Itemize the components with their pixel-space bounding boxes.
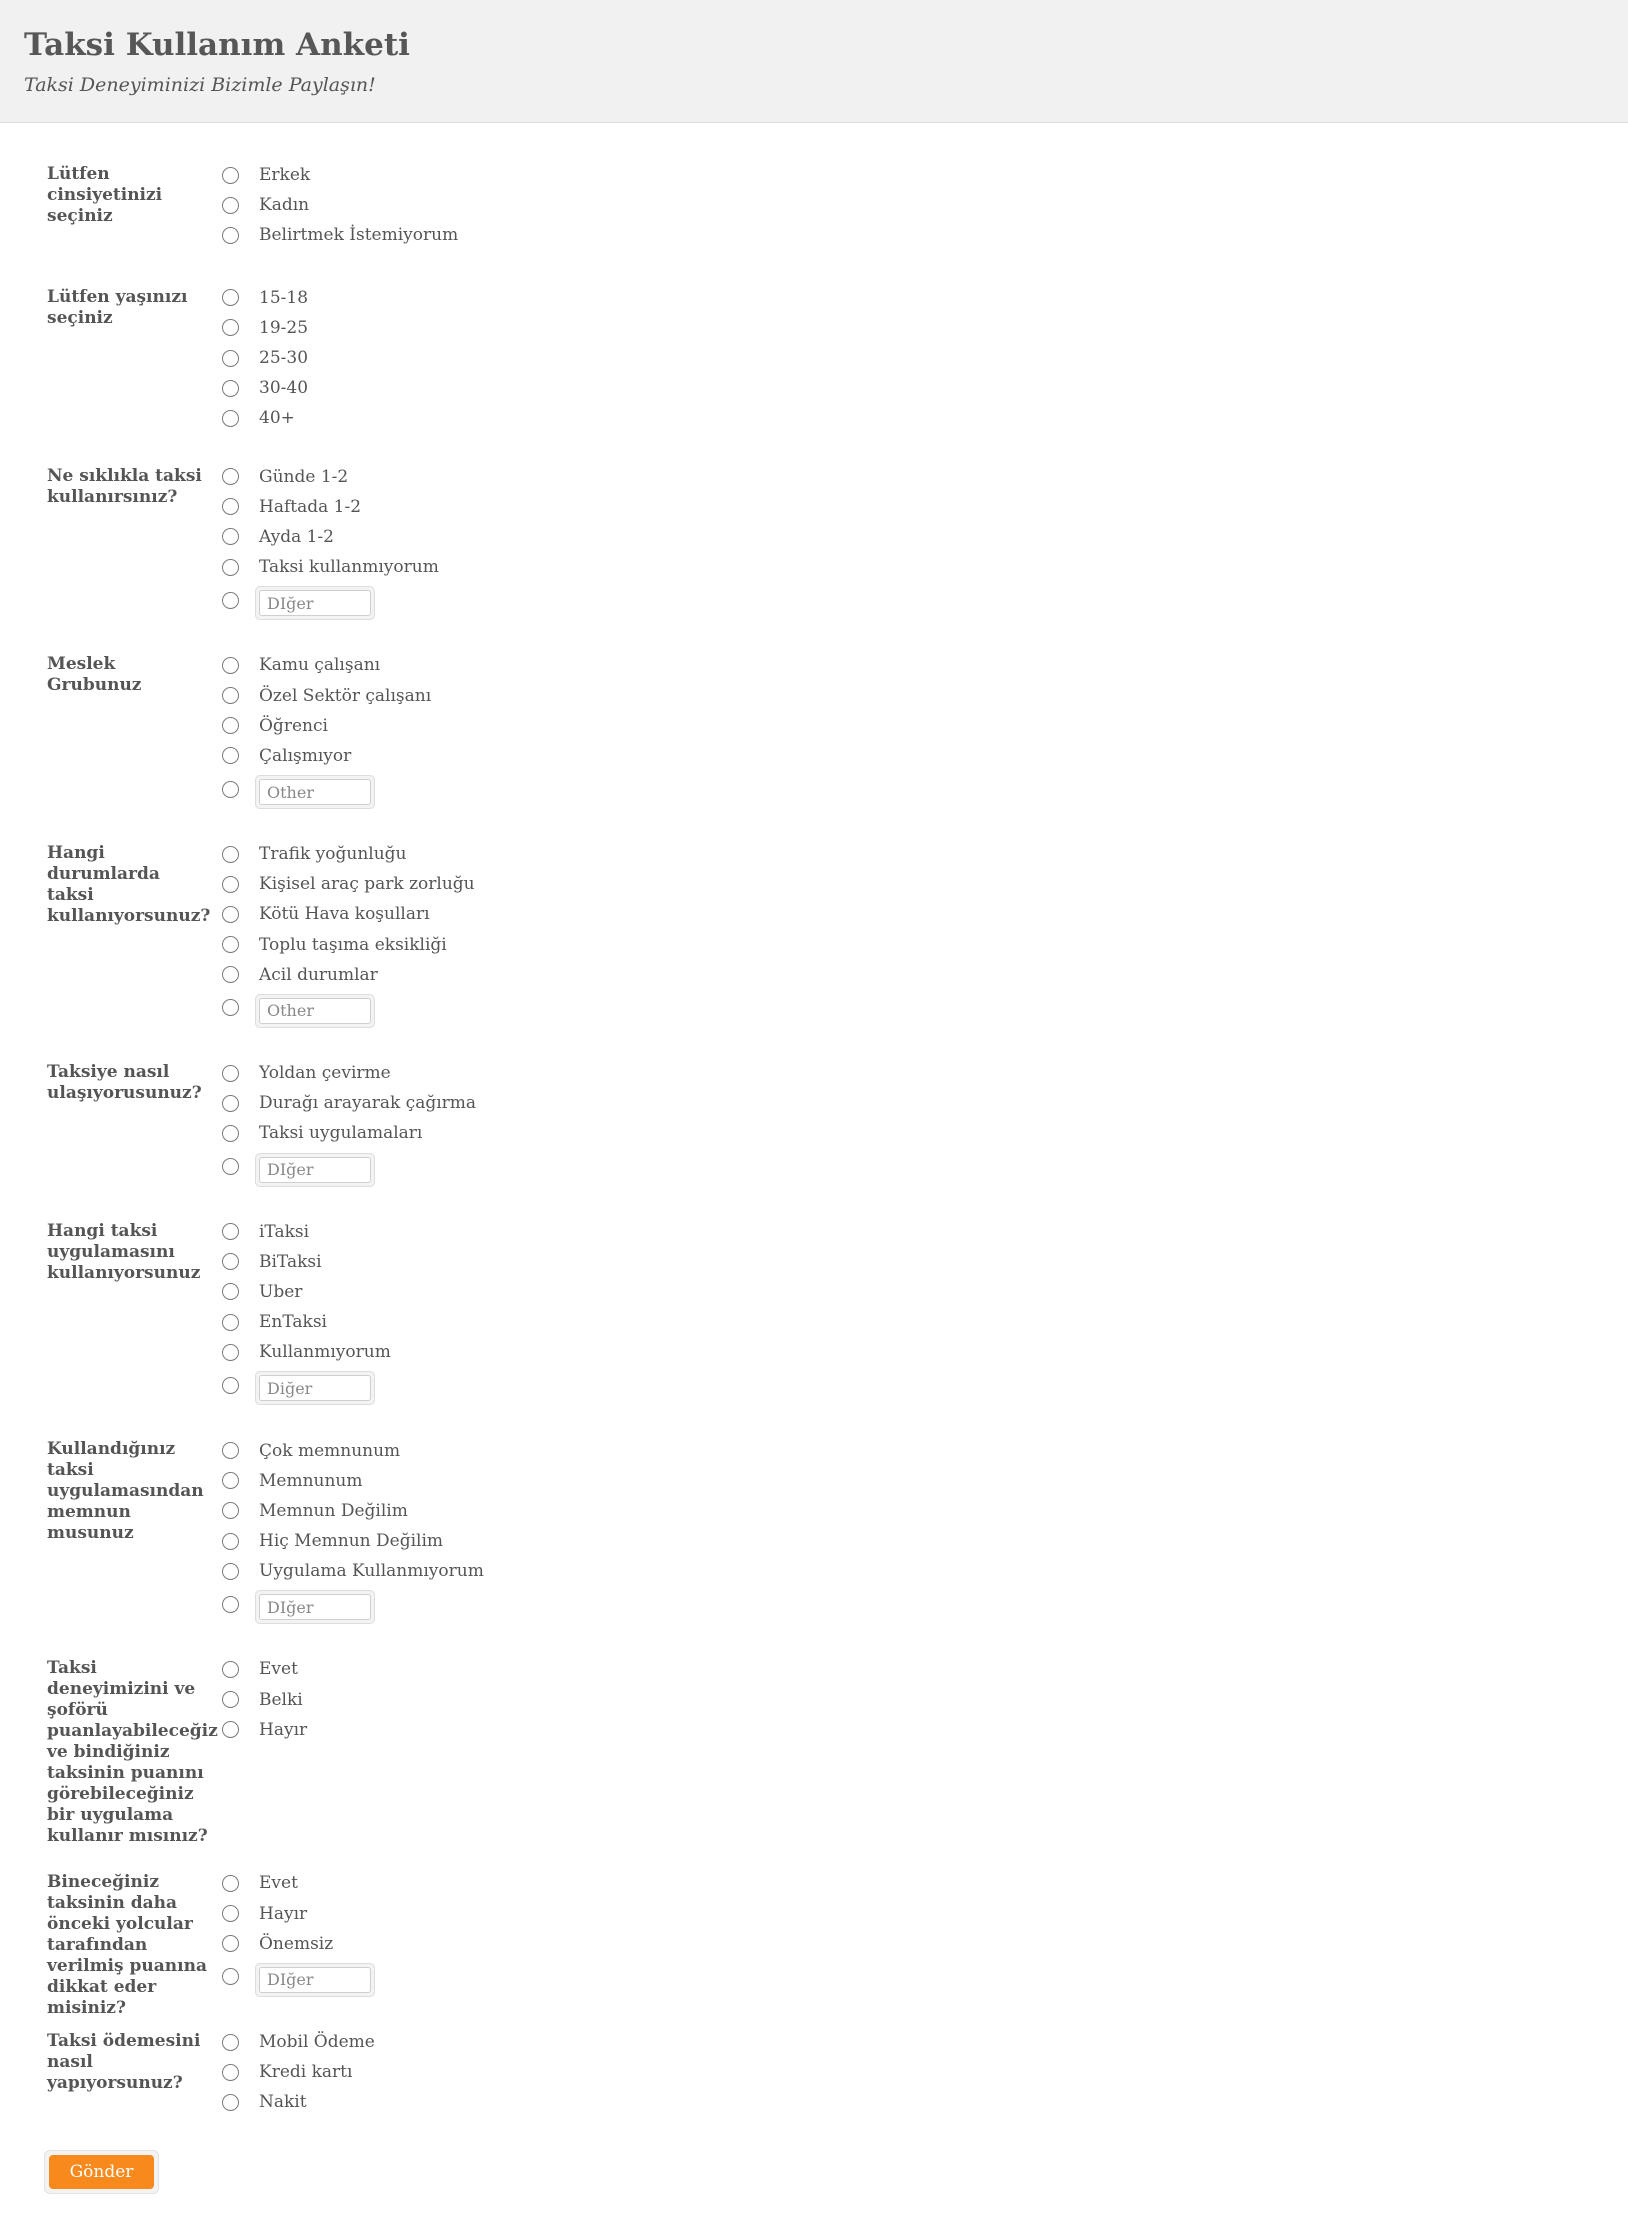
radio-button[interactable] [222, 167, 239, 184]
other-input-wrapper [255, 1371, 375, 1405]
option-label: Hayır [259, 1719, 308, 1740]
radio-button[interactable] [222, 999, 239, 1016]
option-label: Hayır [259, 1903, 308, 1924]
option-label: Evet [259, 1659, 298, 1680]
option-row[interactable] [222, 1058, 1628, 1088]
option-row[interactable] [222, 741, 1628, 771]
other-input[interactable] [259, 1375, 371, 1401]
option-row[interactable] [222, 650, 1628, 680]
other-input[interactable] [259, 1157, 371, 1183]
option-label: Çalışmıyor [259, 745, 352, 766]
option-label: iTaksi [259, 1221, 310, 1242]
option-label: Günde 1-2 [259, 466, 349, 487]
other-option-row[interactable] [222, 582, 1628, 618]
option-group [222, 1058, 1628, 1185]
option-label: Kullanmıyorum [259, 1342, 391, 1363]
form-header [0, 0, 1628, 123]
question-label: Taksi ödemesini nasıl yapıyorsunuz? [47, 2030, 201, 2093]
other-input[interactable] [259, 1594, 371, 1620]
question-app [0, 1217, 1628, 1404]
radio-button[interactable] [222, 781, 239, 798]
option-label: EnTaksi [259, 1312, 327, 1333]
option-row[interactable] [222, 552, 1628, 582]
option-label: Kredi kartı [259, 2062, 353, 2083]
option-label: Taksi uygulamaları [259, 1123, 423, 1144]
option-group [222, 1217, 1628, 1404]
question-label: Hangi taksi uygulamasını kullanıyorsunuz [47, 1220, 201, 1283]
option-group [222, 1654, 1628, 1745]
form-title: Taksi Kullanım Anketi [24, 27, 410, 63]
radio-button[interactable] [222, 657, 239, 674]
question-label: Hangi durumlarda taksi kullanıyorsunuz? [47, 843, 211, 926]
radio-button[interactable] [222, 687, 239, 704]
option-label: Kötü Hava koşulları [259, 904, 430, 925]
radio-button[interactable] [222, 1158, 239, 1175]
radio-button[interactable] [222, 1065, 239, 1082]
radio-button[interactable] [222, 498, 239, 515]
option-label: Uygulama Kullanmıyorum [259, 1561, 484, 1582]
option-row[interactable] [222, 711, 1628, 741]
question-label: Lütfen cinsiyetinizi seçiniz [47, 164, 163, 226]
question-situations [0, 839, 1628, 1026]
option-group [222, 160, 1628, 251]
option-label: Kamu çalışanı [259, 655, 381, 676]
option-row[interactable] [222, 2087, 1628, 2117]
option-label: Öğrenci [259, 715, 328, 736]
option-label: Mobil Ödeme [259, 2032, 375, 2053]
radio-button[interactable] [222, 1253, 239, 1270]
radio-button[interactable] [222, 936, 239, 953]
other-input-wrapper [255, 1590, 375, 1624]
option-group [222, 650, 1628, 807]
radio-button[interactable] [222, 528, 239, 545]
radio-button[interactable] [222, 846, 239, 863]
question-label: Meslek Grubunuz [47, 654, 142, 696]
option-row[interactable] [222, 1496, 1628, 1526]
option-row[interactable] [222, 1247, 1628, 1277]
radio-button[interactable] [222, 410, 239, 427]
option-group [222, 1868, 1628, 1995]
option-row[interactable] [222, 343, 1628, 373]
other-input[interactable] [259, 590, 371, 616]
option-label: 40+ [259, 408, 295, 429]
option-group [222, 1435, 1628, 1622]
option-row[interactable] [222, 373, 1628, 403]
option-label: Evet [259, 1873, 298, 1894]
radio-button[interactable] [222, 1125, 239, 1142]
option-label: Belirtmek İstemiyorum [259, 225, 459, 246]
option-row[interactable] [222, 283, 1628, 313]
option-group [222, 839, 1628, 1026]
form-subtitle: Taksi Deneyiminizi Bizimle Paylaşın! [24, 74, 376, 96]
submit-button[interactable]: Gönder [49, 2155, 154, 2189]
question-rating_app [0, 1654, 1628, 1847]
other-input[interactable] [259, 998, 371, 1024]
question-satisfaction [0, 1435, 1628, 1622]
radio-button[interactable] [222, 2064, 239, 2081]
question-label: Bineceğiniz taksinin daha önceki yolcular tarafından verilmiş puanına dikkat eder misiniz? [47, 1872, 207, 2019]
option-row[interactable] [222, 899, 1628, 929]
question-access [0, 1058, 1628, 1185]
option-label: Çok memnunum [259, 1440, 401, 1461]
radio-button[interactable] [222, 966, 239, 983]
option-row[interactable] [222, 313, 1628, 343]
option-row[interactable] [222, 220, 1628, 250]
radio-button[interactable] [222, 380, 239, 397]
radio-button[interactable] [222, 1875, 239, 1892]
option-row[interactable] [222, 1466, 1628, 1496]
radio-button[interactable] [222, 1223, 239, 1240]
option-row[interactable] [222, 1526, 1628, 1556]
other-input-wrapper [255, 775, 375, 809]
radio-button[interactable] [222, 197, 239, 214]
radio-button[interactable] [222, 2034, 239, 2051]
option-row[interactable] [222, 1307, 1628, 1337]
option-row[interactable] [222, 930, 1628, 960]
other-option-row[interactable] [222, 1586, 1628, 1622]
option-row[interactable] [222, 1435, 1628, 1465]
option-label: Memnun Değilim [259, 1500, 408, 1521]
radio-button[interactable] [222, 1533, 239, 1550]
option-label: 15-18 [259, 287, 309, 308]
option-row[interactable] [222, 462, 1628, 492]
option-label: Toplu taşıma eksikliği [259, 934, 447, 955]
question-label: Lütfen yaşınızı seçiniz [47, 286, 188, 328]
option-label: 19-25 [259, 317, 309, 338]
option-row[interactable] [222, 160, 1628, 190]
radio-button[interactable] [222, 1563, 239, 1580]
other-input-wrapper [255, 994, 375, 1028]
radio-button[interactable] [222, 1095, 239, 1112]
option-label: Kadın [259, 195, 310, 216]
other-option-row[interactable] [222, 1959, 1628, 1995]
radio-button[interactable] [222, 1661, 239, 1678]
option-row[interactable] [222, 680, 1628, 710]
option-label: BiTaksi [259, 1251, 322, 1272]
option-label: Uber [259, 1281, 303, 1302]
radio-button[interactable] [222, 1721, 239, 1738]
question-label: Taksi deneyimizini ve şoförü puanlayabileceğiz ve bindiğiniz taksinin puanını görebileceğiniz bir uygulama kullanır mısınız? [47, 1658, 218, 1847]
option-label: Yoldan çevirme [259, 1063, 391, 1084]
option-row[interactable] [222, 1118, 1628, 1148]
option-label: Trafik yoğunluğu [259, 844, 407, 865]
option-row[interactable] [222, 1899, 1628, 1929]
option-group [222, 462, 1628, 619]
option-label: Haftada 1-2 [259, 496, 362, 517]
other-input-wrapper [255, 1153, 375, 1187]
option-label: Memnunum [259, 1470, 363, 1491]
option-row[interactable] [222, 1929, 1628, 1959]
submit-button-wrapper [44, 2150, 159, 2194]
option-row[interactable] [222, 1556, 1628, 1586]
option-label: Kişisel araç park zorluğu [259, 874, 475, 895]
radio-button[interactable] [222, 1691, 239, 1708]
option-label: Özel Sektör çalışanı [259, 685, 432, 706]
option-row[interactable] [222, 1277, 1628, 1307]
other-input-wrapper [255, 586, 375, 620]
radio-button[interactable] [222, 747, 239, 764]
option-label: Acil durumlar [259, 964, 378, 985]
other-input[interactable] [259, 1967, 371, 1993]
radio-button[interactable] [222, 1596, 239, 1613]
option-row[interactable] [222, 492, 1628, 522]
question-gender [0, 160, 1628, 251]
option-row[interactable] [222, 839, 1628, 869]
radio-button[interactable] [222, 717, 239, 734]
option-label: Önemsiz [259, 1933, 334, 1954]
questions-list [0, 160, 1628, 2118]
radio-button[interactable] [222, 1442, 239, 1459]
radio-button[interactable] [222, 1472, 239, 1489]
radio-button[interactable] [222, 227, 239, 244]
radio-button[interactable] [222, 1935, 239, 1952]
option-label: 25-30 [259, 348, 309, 369]
question-label: Taksiye nasıl ulaşıyorusunuz? [47, 1061, 202, 1103]
option-row[interactable] [222, 1337, 1628, 1367]
option-label: Belki [259, 1689, 303, 1710]
radio-button[interactable] [222, 468, 239, 485]
option-group [222, 283, 1628, 434]
option-label: 30-40 [259, 378, 309, 399]
other-option-row[interactable] [222, 990, 1628, 1026]
option-row[interactable] [222, 1654, 1628, 1684]
option-group [222, 2027, 1628, 2118]
option-label: Ayda 1-2 [259, 526, 334, 547]
question-label: Ne sıklıkla taksi kullanırsınız? [47, 465, 202, 507]
question-label: Kullandığınız taksi uygulamasından memnun musunuz [47, 1439, 204, 1544]
question-occupation [0, 650, 1628, 807]
option-label: Hiç Memnun Değilim [259, 1531, 444, 1552]
option-label: Durağı arayarak çağırma [259, 1093, 477, 1114]
option-row[interactable] [222, 522, 1628, 552]
option-row[interactable] [222, 960, 1628, 990]
option-row[interactable] [222, 190, 1628, 220]
question-rating_attention [0, 1868, 1628, 2019]
radio-button[interactable] [222, 2094, 239, 2111]
radio-button[interactable] [222, 559, 239, 576]
option-label: Nakit [259, 2092, 307, 2113]
radio-button[interactable] [222, 592, 239, 609]
radio-button[interactable] [222, 319, 239, 336]
option-row[interactable] [222, 1685, 1628, 1715]
radio-button[interactable] [222, 1905, 239, 1922]
option-row[interactable] [222, 1868, 1628, 1898]
radio-button[interactable] [222, 1377, 239, 1394]
question-age [0, 283, 1628, 434]
other-input-wrapper [255, 1963, 375, 1997]
other-option-row[interactable] [222, 1367, 1628, 1403]
radio-button[interactable] [222, 289, 239, 306]
option-row[interactable] [222, 1217, 1628, 1247]
option-label: Taksi kullanmıyorum [259, 557, 439, 578]
radio-button[interactable] [222, 1502, 239, 1519]
other-option-row[interactable] [222, 1149, 1628, 1185]
question-frequency [0, 462, 1628, 619]
radio-button[interactable] [222, 350, 239, 367]
radio-button[interactable] [222, 1314, 239, 1331]
radio-button[interactable] [222, 876, 239, 893]
option-row[interactable] [222, 2057, 1628, 2087]
option-row[interactable] [222, 403, 1628, 433]
other-option-row[interactable] [222, 771, 1628, 807]
option-label: Erkek [259, 165, 311, 186]
option-row[interactable] [222, 1088, 1628, 1118]
option-row[interactable] [222, 2027, 1628, 2057]
question-payment [0, 2027, 1628, 2118]
radio-button[interactable] [222, 1968, 239, 1985]
option-row[interactable] [222, 1715, 1628, 1745]
radio-button[interactable] [222, 1283, 239, 1300]
option-row[interactable] [222, 869, 1628, 899]
radio-button[interactable] [222, 906, 239, 923]
other-input[interactable] [259, 779, 371, 805]
radio-button[interactable] [222, 1344, 239, 1361]
